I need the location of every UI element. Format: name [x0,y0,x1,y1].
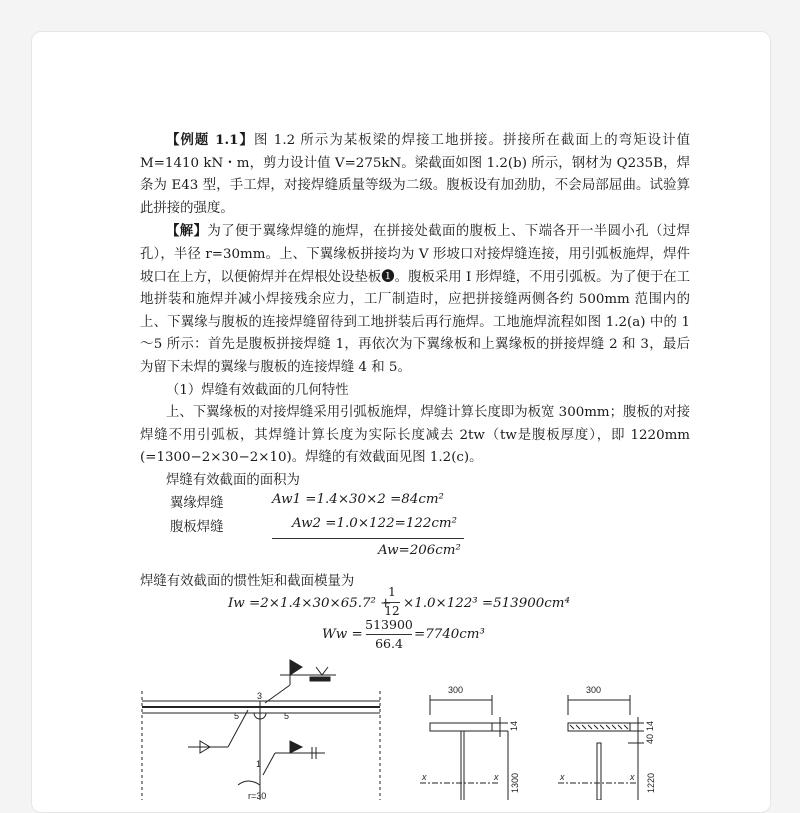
solution-body: 为了便于翼缘焊缝的施焊，在拼接处截面的腹板上、下端各开一半圆小孔（过焊孔），半径 r=30mm。上、下翼缘板拼接均为 V 形坡口对接焊缝连接，用引弧板施焊，焊件坡口在上方，以便俯焊并在焊根处设垫板❶。腹板采用 I 形焊缝，不用引弧板。为了便于在工地拼装和施焊并减小焊接残余应力，工厂制造时，应把拼接缝两侧各约 500mm 范围内的上、下翼缘与腹板的连接焊缝留待到工地拼装后再行施焊。工地施焊流程如图 1.2(a) 中的 1～5 所示：首先是腹板拼接焊缝 1，再依次为下翼缘板和上翼缘板的拼接焊缝 2 和 3，最后为留下未焊的翼缘与腹板的连接焊缝 4 和 5。 [140,224,691,375]
section-body: 上、下翼缘板的对接焊缝采用引弧板施焊，焊缝计算长度即为板宽 300mm；腹板的对接焊缝不用引弧板，其焊缝计算长度为实际长度减去 2tw（tw是腹板厚度），即 1220mm (=1300−2×30−2×10)。焊缝的有效截面见图 1.2(c)。 [140,405,690,466]
dim-1300: 1300 [510,772,520,793]
modulus-num: 513900 [365,617,413,632]
dim-1220: 1220 [646,772,656,793]
axis-x-c-left: x [560,772,565,782]
axis-x-b-right: x [494,772,499,782]
web-weld-equation: Aw2 =1.0×122=122cm² [292,516,457,531]
axis-x-c-right: x [630,772,635,782]
weld-label-3: 3 [257,691,263,701]
flange-weld-equation: Aw1 =1.4×30×2 =84cm² [272,492,444,507]
modulus-bar [366,634,412,635]
section-b-top-flange [430,723,492,731]
example-label: 【例题 1.1】 [166,132,254,148]
total-area-equation: Aw=206cm² [378,543,461,558]
inertia-intro: 焊缝有效截面的惯性矩和截面模量为 [140,574,355,589]
modulus-den: 66.4 [375,636,403,651]
inertia-equation-left: Iw =2×1.4×30×65.7² + [228,596,392,611]
modulus-equation-right: =7740cm³ [414,627,485,642]
example-paragraph [140,129,690,493]
section-heading: （1）焊缝有效截面的几何特性 [166,382,349,398]
weld-flag-right [290,741,302,753]
solution-label: 【解】 [166,223,208,240]
dim-300-b: 300 [448,685,464,695]
inertia-fraction-num: 1 [388,585,396,599]
area-intro: 焊缝有效截面的面积为 [166,472,300,488]
weld-flag-top [290,660,302,675]
hole-radius-label: r=30 [248,791,267,800]
web-weld-label: 腹板焊缝 [170,520,224,535]
inertia-fraction-den: 12 [384,604,400,618]
weld-label-1: 1 [256,759,262,769]
dim-14-b: 14 [509,720,519,731]
weld-label-5a: 5 [234,711,240,721]
dim-300-c: 300 [586,685,602,695]
example-body: 图 1.2 所示为某板梁的焊接工地拼接。拼接所在截面上的弯矩设计值 M=1410 kN・m，剪力设计值 V=275kN。梁截面如图 1.2(b) 所示，钢材为 Q235B，焊条为 E43 型，手工焊，对接焊缝质量等级为二级。腹板设有加劲肋，不会局部屈曲。试验算此拼接的强度。 [140,133,690,216]
dim-40-c: 40 [645,733,655,744]
weld-label-5b: 5 [284,711,290,721]
axis-x-b-left: x [422,772,427,782]
sum-rule [272,538,464,539]
figure-weld-splice [130,655,670,800]
inertia-equation-right: ×1.0×122³ =513900cm⁴ [403,596,570,611]
inertia-fraction-bar [384,602,400,603]
flange-weld-label: 翼缘焊缝 [170,496,224,511]
dim-14-c: 14 [645,720,655,731]
modulus-equation-left: Ww = [322,627,363,642]
